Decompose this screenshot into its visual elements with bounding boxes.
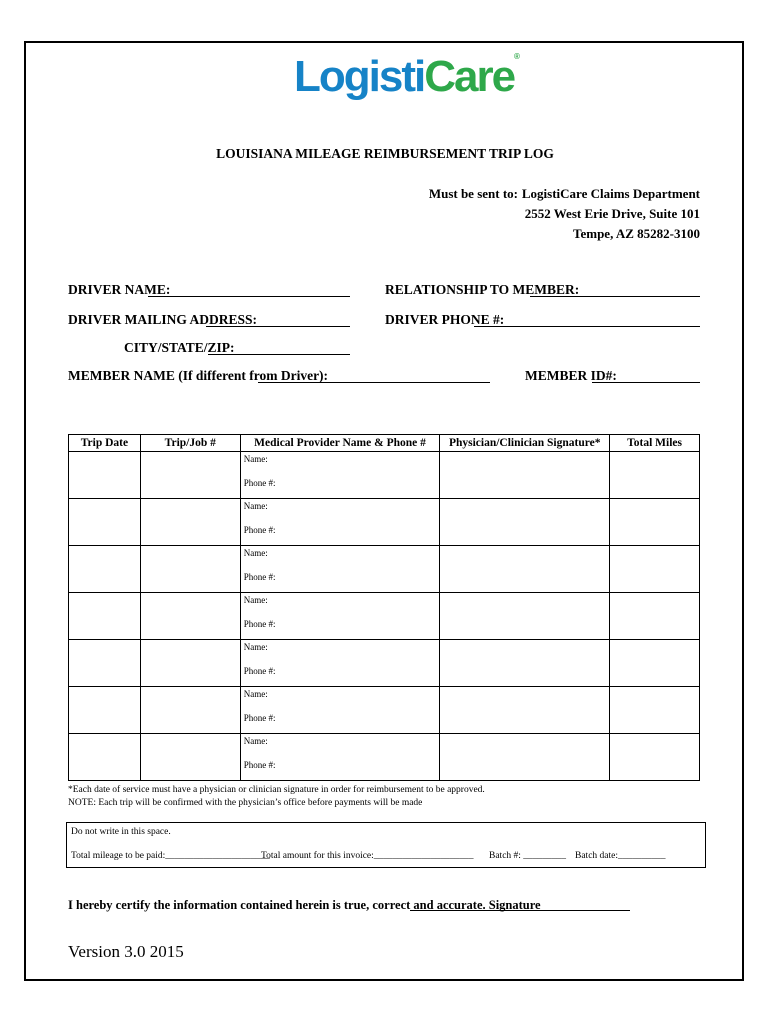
logo-registered-mark: ® [514,52,518,61]
total-miles-cell[interactable] [610,640,700,687]
mailing-address-label: DRIVER MAILING ADDRESS: [68,312,258,327]
total-miles-cell[interactable] [610,687,700,734]
provider-phone-label: Phone #: [243,760,276,770]
table-row [69,546,700,593]
provider-phone-label: Phone #: [243,666,276,676]
send-to-line3: Tempe, AZ 85282-3100 [573,226,700,241]
table-row [69,687,700,734]
provider-phone-label: Phone #: [243,525,276,535]
logisticare-logo [294,52,518,126]
trip-job-cell[interactable] [140,593,240,640]
trip-job-cell[interactable] [140,734,240,781]
trip-date-cell[interactable] [69,499,141,546]
provider-phone-label: Phone #: [243,572,276,582]
provider-phone-label: Phone #: [243,619,276,629]
send-to-line1: LogistiCare Claims Department [521,186,700,201]
signature-cell[interactable] [440,734,610,781]
send-to-line2: 2552 West Erie Drive, Suite 101 [524,206,700,221]
provider-name-label: Name: [243,501,268,511]
table-row [69,499,700,546]
provider-name-label: Name: [243,736,268,746]
signature-cell[interactable] [440,687,610,734]
office-use-box [66,822,706,868]
confirmation-note: NOTE: Each trip will be confirmed with the physician’s office before payments will be made [68,798,423,808]
total-mileage-field[interactable]: Total mileage to be paid:______________________ [71,851,270,861]
total-miles-cell[interactable] [610,593,700,640]
relationship-label: RELATIONSHIP TO MEMBER: [385,282,580,297]
driver-phone-line[interactable] [474,326,700,327]
trip-date-cell[interactable] [69,452,141,499]
provider-name-label: Name: [243,595,268,605]
signature-cell[interactable] [440,452,610,499]
city-state-zip-label: CITY/STATE/ZIP: [124,340,235,355]
batch-date-field[interactable]: Batch date:__________ [575,851,666,861]
header-trip-date: Trip Date [69,435,141,452]
header-total-miles: Total Miles [610,435,700,452]
send-to-block [428,184,700,244]
provider-cell[interactable] [240,452,440,499]
header-trip-job: Trip/Job # [140,435,240,452]
header-signature: Physician/Clinician Signature* [440,435,610,452]
trip-job-cell[interactable] [140,687,240,734]
trip-date-cell[interactable] [69,640,141,687]
provider-cell[interactable] [240,640,440,687]
total-miles-cell[interactable] [610,546,700,593]
provider-cell[interactable] [240,593,440,640]
mailing-address-line[interactable] [206,326,350,327]
relationship-line[interactable] [530,296,700,297]
provider-cell[interactable] [240,687,440,734]
total-amount-field[interactable]: Total amount for this invoice:_____________________ [261,851,474,861]
provider-cell[interactable] [240,734,440,781]
trip-job-cell[interactable] [140,640,240,687]
trip-job-cell[interactable] [140,546,240,593]
provider-cell[interactable] [240,499,440,546]
city-state-zip-line[interactable] [208,354,350,355]
provider-name-label: Name: [243,689,268,699]
total-miles-cell[interactable] [610,499,700,546]
batch-number-field[interactable]: Batch #: _________ [489,851,567,861]
member-name-label: MEMBER NAME (If different from Driver): [68,368,329,383]
trip-job-cell[interactable] [140,452,240,499]
signature-cell[interactable] [440,593,610,640]
member-id-line[interactable] [592,382,700,383]
notes-block [68,784,485,810]
send-to-label: Must be sent to: [428,186,518,201]
signature-line[interactable] [410,910,630,911]
certification-text: I hereby certify the information contained herein is true, correct and accurate. Signature [68,898,541,912]
driver-name-label: DRIVER NAME: [68,282,171,297]
trip-job-cell[interactable] [140,499,240,546]
provider-name-label: Name: [243,548,268,558]
provider-phone-label: Phone #: [243,713,276,723]
form-title: LOUISIANA MILEAGE REIMBURSEMENT TRIP LOG [216,146,554,161]
table-row [69,640,700,687]
member-id-label: MEMBER ID#: [525,368,617,383]
provider-phone-label: Phone #: [243,478,276,488]
logo-part2: Care [424,52,515,101]
trip-date-cell[interactable] [69,593,141,640]
table-row [69,734,700,781]
table-header-row [69,435,700,452]
provider-name-label: Name: [243,454,268,464]
signature-cell[interactable] [440,546,610,593]
trip-log-table [68,434,700,781]
trip-date-cell[interactable] [69,734,141,781]
signature-cell[interactable] [440,640,610,687]
total-miles-cell[interactable] [610,452,700,499]
header-medical-provider: Medical Provider Name & Phone # [240,435,440,452]
logo-part1: Logisti [294,52,425,101]
version-label: Version 3.0 2015 [68,942,184,961]
provider-cell[interactable] [240,546,440,593]
trip-date-cell[interactable] [69,687,141,734]
table-row [69,593,700,640]
trip-date-cell[interactable] [69,546,141,593]
driver-name-line[interactable] [148,296,350,297]
signature-cell[interactable] [440,499,610,546]
member-name-line[interactable] [258,382,490,383]
driver-phone-label: DRIVER PHONE #: [385,312,505,327]
signature-note: *Each date of service must have a physician or clinician signature in order for reimbursement to be approved. [68,785,485,795]
provider-name-label: Name: [243,642,268,652]
office-use-header: Do not write in this space. [71,827,171,837]
table-row [69,452,700,499]
total-miles-cell[interactable] [610,734,700,781]
